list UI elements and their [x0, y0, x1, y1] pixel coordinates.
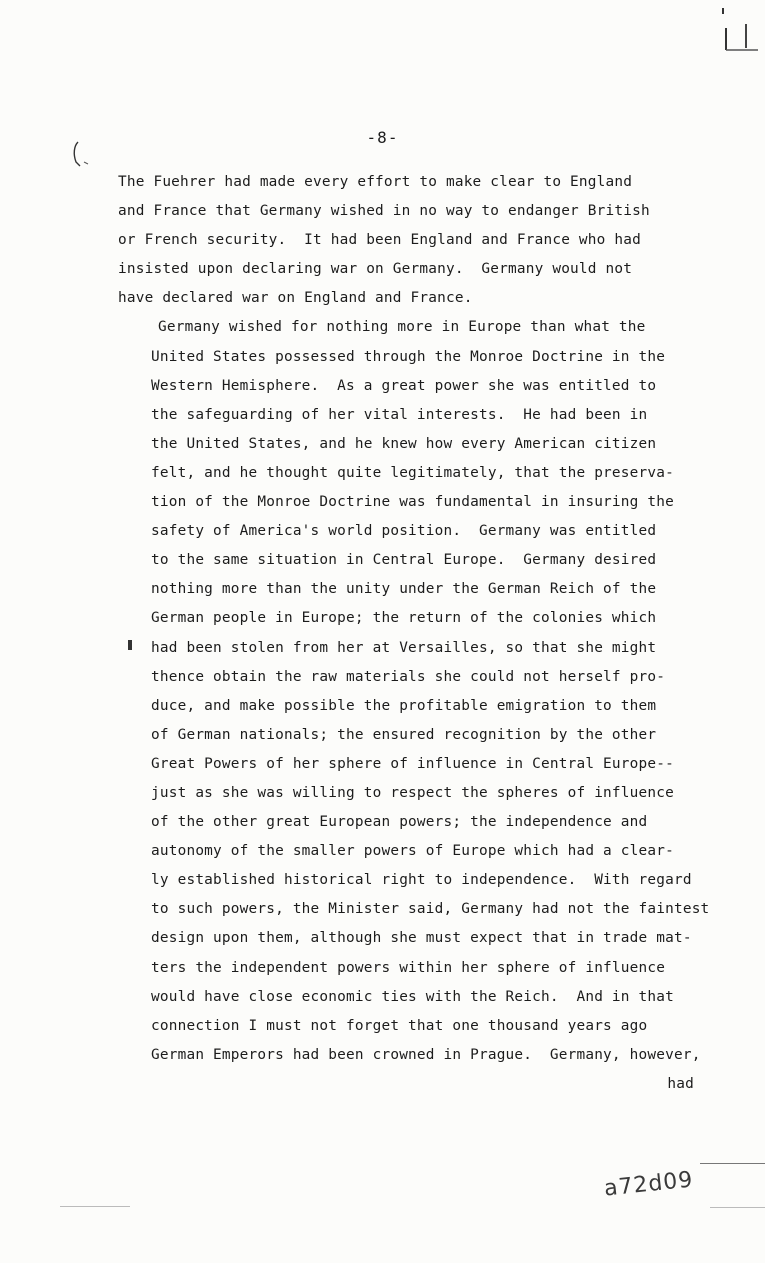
text-line: the United States, and he knew how every American citizen: [151, 435, 657, 452]
text-line: autonomy of the smaller powers of Europe which had a clear-: [151, 843, 674, 860]
text-line: to the same situation in Central Europe. Germany desired: [151, 552, 657, 569]
paragraph-2: [118, 313, 738, 1069]
text-line: German Emperors had been crowned in Prague. Germany, however,: [151, 1046, 701, 1063]
scan-corner-mark: [720, 0, 760, 55]
text-line: German people in Europe; the return of the colonies which: [151, 610, 657, 627]
letter-body: [118, 168, 738, 1099]
text-line: insisted upon declaring war on Germany. Germany would not: [118, 261, 633, 278]
text-line: Great Powers of her sphere of influence in Central Europe--: [151, 755, 674, 772]
continuation-word: had: [667, 1075, 694, 1092]
text-line: thence obtain the raw materials she could not herself pro-: [151, 668, 666, 685]
text-line: or French security. It had been England and France who had: [118, 232, 641, 249]
text-line: design upon them, although she must expect that in trade mat-: [151, 930, 692, 947]
page-number: -8-: [366, 128, 399, 147]
text-line: safety of America's world position. Germany was entitled: [151, 523, 657, 540]
text-line: ly established historical right to independence. With regard: [151, 872, 692, 889]
text-line: tion of the Monroe Doctrine was fundamental in insuring the: [151, 494, 674, 511]
text-line: duce, and make possible the profitable emigration to them: [151, 697, 657, 714]
text-line: connection I must not forget that one thousand years ago: [151, 1017, 648, 1034]
paragraph-1: [118, 168, 738, 313]
text-line: and France that Germany wished in no way to endanger British: [118, 203, 650, 220]
scan-rule-mark: [60, 1206, 130, 1211]
text-line: the safeguarding of her vital interests. He had been in: [151, 406, 648, 423]
text-line: have declared war on England and France.: [118, 290, 473, 307]
text-line: Germany wished for nothing more in Europe than what the: [158, 319, 646, 336]
text-line: The Fuehrer had made every effort to make clear to England: [118, 174, 633, 190]
text-line: would have close economic ties with the Reich. And in that: [151, 988, 674, 1005]
text-line: just as she was willing to respect the spheres of influence: [151, 784, 674, 801]
text-line: had been stolen from her at Versailles, so that she might: [151, 639, 657, 656]
text-line: to such powers, the Minister said, Germany had not the faintest: [151, 901, 710, 918]
scan-rule-mark: [700, 1163, 765, 1172]
text-line: nothing more than the unity under the German Reich of the: [151, 581, 657, 598]
text-line: of the other great European powers; the independence and: [151, 814, 648, 831]
scan-rule-mark: [710, 1207, 765, 1212]
archive-stamp-number: a72d09: [602, 1167, 695, 1202]
text-line: felt, and he thought quite legitimately, that the preserva-: [151, 464, 674, 481]
text-line: United States possessed through the Monroe Doctrine in the: [151, 348, 666, 365]
text-line: ters the independent powers within her sphere of influence: [151, 959, 666, 976]
text-line: Western Hemisphere. As a great power she was entitled to: [151, 377, 657, 394]
text-line: of German nationals; the ensured recognition by the other: [151, 726, 657, 743]
